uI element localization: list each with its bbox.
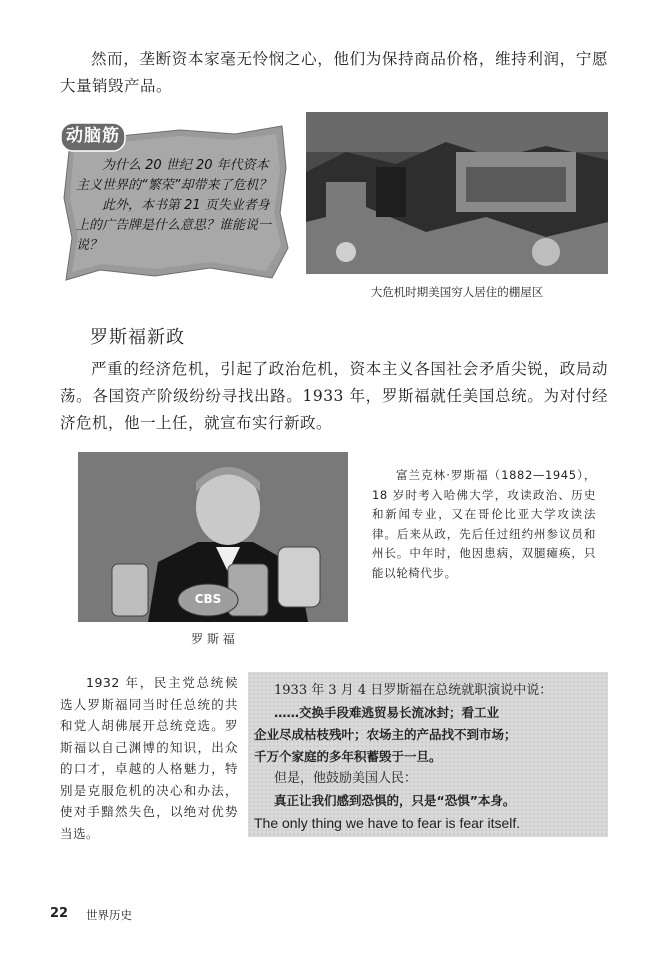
- quote-line-3: 千万个家庭的多年积蓄毁于一旦。: [254, 749, 442, 764]
- page-number: 22: [50, 906, 69, 921]
- campaign-paragraph: 1932 年，民主党总统候选人罗斯福同当时任总统的共和党人胡佛展开总统竞选。罗斯福以自己渊博的知识，出众的口才，卓越的人格魅力，特别是克服危机的决心和办法，使对手黯然失色，以绝对优势当选。: [60, 675, 238, 841]
- thinking-questions: [76, 156, 274, 256]
- roosevelt-bio: 富兰克林·罗斯福（1882—1945），18 岁时考入哈佛大学，攻读政治、历史和新闻专业，又在哥伦比亚大学攻读法律。后来从政，先后任过纽约州参议员和州长。中年时，他因患病，双腿瘫痪，只能以轮椅代步。: [372, 468, 596, 580]
- roosevelt-caption: 罗 斯 福: [191, 632, 235, 646]
- section-title: 罗斯福新政: [90, 327, 185, 348]
- main-paragraph: 严重的经济危机，引起了政治危机，资本主义各国社会矛盾尖锐，政局动荡。各国资产阶级纷纷寻找出路。1933 年，罗斯福就任美国总统。为对付经济危机，他一上任，就宣布实行新政。: [60, 360, 608, 432]
- shack-photo: [306, 112, 608, 274]
- quote-line-1: ……交换手段难逃贸易长流冰封；看工业: [274, 705, 500, 720]
- quote-line-5: 真正让我们感到恐惧的，只是“恐惧”本身。: [274, 793, 516, 808]
- quote-english: The only thing we have to fear is fear itself.: [254, 815, 521, 831]
- inaugural-quote-box: [248, 672, 608, 837]
- thinking-question-1: 为什么 20 世纪 20 年代资本主义世界的“繁荣”却带来了危机？: [76, 158, 272, 193]
- quote-line-4: 但是，他鼓励美国人民：: [274, 771, 418, 786]
- thinking-box: [60, 118, 290, 286]
- intro-paragraph: 然而，垄断资本家毫无怜悯之心，他们为保持商品价格，维持利润，宁愿大量销毁产品。: [60, 50, 608, 95]
- thinking-badge: [60, 122, 126, 152]
- cbs-mic-label: CBS: [194, 592, 222, 606]
- roosevelt-photo: [78, 452, 348, 622]
- quote-line-2: 企业尽成枯枝残叶；农场主的产品找不到市场；: [254, 727, 517, 742]
- thinking-question-2: 此外，本书第 21 页失业者身上的广告牌是什么意思？谁能说一说？: [76, 198, 272, 253]
- shack-caption: 大危机时期美国穷人居住的棚屋区: [370, 285, 544, 299]
- quote-intro: 1933 年 3 月 4 日罗斯福在总统就职演说中说：: [274, 683, 553, 698]
- book-title: 世界历史: [86, 908, 132, 922]
- thinking-badge-label: 动脑筋: [66, 126, 120, 146]
